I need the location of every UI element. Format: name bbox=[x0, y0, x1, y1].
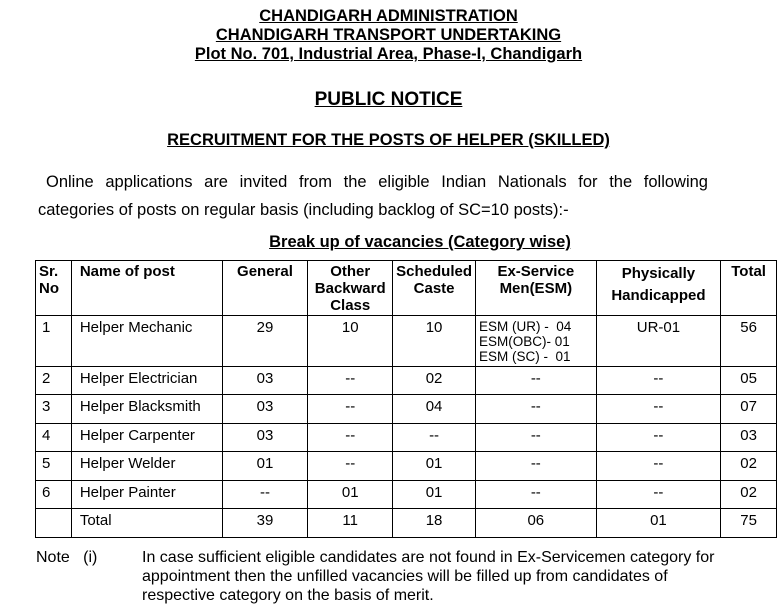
cell-general: 29 bbox=[222, 316, 308, 367]
cell-name: Helper Painter bbox=[71, 481, 222, 509]
header-general: General bbox=[222, 261, 308, 316]
header-sr-no: Sr. No bbox=[36, 261, 72, 316]
cell-esm: -- bbox=[476, 481, 597, 509]
cell-total: 03 bbox=[721, 424, 777, 452]
cell-sc: 02 bbox=[393, 367, 476, 395]
table-header-row bbox=[36, 261, 777, 316]
cell-esm: -- bbox=[476, 367, 597, 395]
header-obc: Other Backward Class bbox=[308, 261, 393, 316]
subject-heading: RECRUITMENT FOR THE POSTS OF HELPER (SKILLED) bbox=[167, 131, 610, 149]
cell-esm: 06 bbox=[476, 509, 597, 538]
cell-ph: -- bbox=[596, 481, 721, 509]
cell-total-label: Total bbox=[71, 509, 222, 538]
table-row bbox=[36, 481, 777, 509]
table-row bbox=[36, 424, 777, 452]
cell-general: 03 bbox=[222, 367, 308, 395]
org-address: Plot No. 701, Industrial Area, Phase-I, Chandigarh bbox=[194, 45, 583, 63]
cell-name: Helper Mechanic bbox=[71, 316, 222, 367]
cell-ph: 01 bbox=[596, 509, 721, 538]
cell-total: 56 bbox=[721, 316, 777, 367]
notice-title: PUBLIC NOTICE bbox=[314, 89, 463, 110]
cell-total: 75 bbox=[721, 509, 777, 538]
cell-total: 02 bbox=[721, 481, 777, 509]
cell-name: Helper Welder bbox=[71, 452, 222, 481]
cell-esm: -- bbox=[476, 424, 597, 452]
cell-sr: 6 bbox=[36, 481, 72, 509]
cell-name: Helper Carpenter bbox=[71, 424, 222, 452]
cell-esm: -- bbox=[476, 395, 597, 424]
table-row bbox=[36, 452, 777, 481]
intro-line-2: categories of posts on regular basis (including backlog of SC=10 posts):- bbox=[38, 201, 569, 219]
note-text: In case sufficient eligible candidates are not found in Ex-Servicemen category for appointment then the unfilled vacancies will be filled up from candidates of respective category on the basis of merit. bbox=[142, 549, 715, 604]
header-ph: Physically Handicapped bbox=[596, 261, 721, 316]
cell-total: 05 bbox=[721, 367, 777, 395]
cell-sc: 10 bbox=[393, 316, 476, 367]
cell-general: -- bbox=[222, 481, 308, 509]
cell-general: 03 bbox=[222, 395, 308, 424]
cell-sr: 1 bbox=[36, 316, 72, 367]
cell-sr bbox=[36, 509, 72, 538]
cell-esm: -- bbox=[476, 452, 597, 481]
cell-obc: 10 bbox=[308, 316, 393, 367]
cell-total: 07 bbox=[721, 395, 777, 424]
cell-sc: -- bbox=[393, 424, 476, 452]
note-label: Note (i) bbox=[36, 549, 98, 566]
header-sc: Scheduled Caste bbox=[393, 261, 476, 316]
vacancy-table bbox=[35, 260, 777, 538]
cell-ph: UR-01 bbox=[596, 316, 721, 367]
cell-ph: -- bbox=[596, 452, 721, 481]
org-department: CHANDIGARH TRANSPORT UNDERTAKING bbox=[215, 26, 562, 44]
cell-obc: 11 bbox=[308, 509, 393, 538]
cell-sc: 18 bbox=[393, 509, 476, 538]
cell-esm: ESM (UR) - 04 ESM(OBC)- 01 ESM (SC) - 01 bbox=[476, 316, 597, 367]
intro-line-1: Online applications are invited from the eligible Indian Nationals for the following bbox=[46, 173, 708, 191]
cell-obc: -- bbox=[308, 395, 393, 424]
cell-ph: -- bbox=[596, 424, 721, 452]
cell-sr: 5 bbox=[36, 452, 72, 481]
cell-obc: -- bbox=[308, 424, 393, 452]
cell-sc: 01 bbox=[393, 452, 476, 481]
org-name: CHANDIGARH ADMINISTRATION bbox=[259, 7, 518, 25]
cell-sr: 3 bbox=[36, 395, 72, 424]
cell-general: 03 bbox=[222, 424, 308, 452]
table-row bbox=[36, 367, 777, 395]
intro-paragraph bbox=[38, 168, 708, 224]
cell-sr: 4 bbox=[36, 424, 72, 452]
cell-name: Helper Blacksmith bbox=[71, 395, 222, 424]
table-row bbox=[36, 316, 777, 367]
header-esm: Ex-Service Men(ESM) bbox=[476, 261, 597, 316]
cell-obc: -- bbox=[308, 367, 393, 395]
cell-ph: -- bbox=[596, 395, 721, 424]
cell-obc: -- bbox=[308, 452, 393, 481]
cell-sr: 2 bbox=[36, 367, 72, 395]
cell-total: 02 bbox=[721, 452, 777, 481]
cell-obc: 01 bbox=[308, 481, 393, 509]
table-row bbox=[36, 395, 777, 424]
breakup-title: Break up of vacancies (Category wise) bbox=[269, 233, 571, 251]
cell-sc: 04 bbox=[393, 395, 476, 424]
cell-name: Helper Electrician bbox=[71, 367, 222, 395]
cell-general: 39 bbox=[222, 509, 308, 538]
table-total-row bbox=[36, 509, 777, 538]
header-name-of-post: Name of post bbox=[71, 261, 222, 316]
cell-general: 01 bbox=[222, 452, 308, 481]
cell-sc: 01 bbox=[393, 481, 476, 509]
header-total: Total bbox=[721, 261, 777, 316]
cell-ph: -- bbox=[596, 367, 721, 395]
